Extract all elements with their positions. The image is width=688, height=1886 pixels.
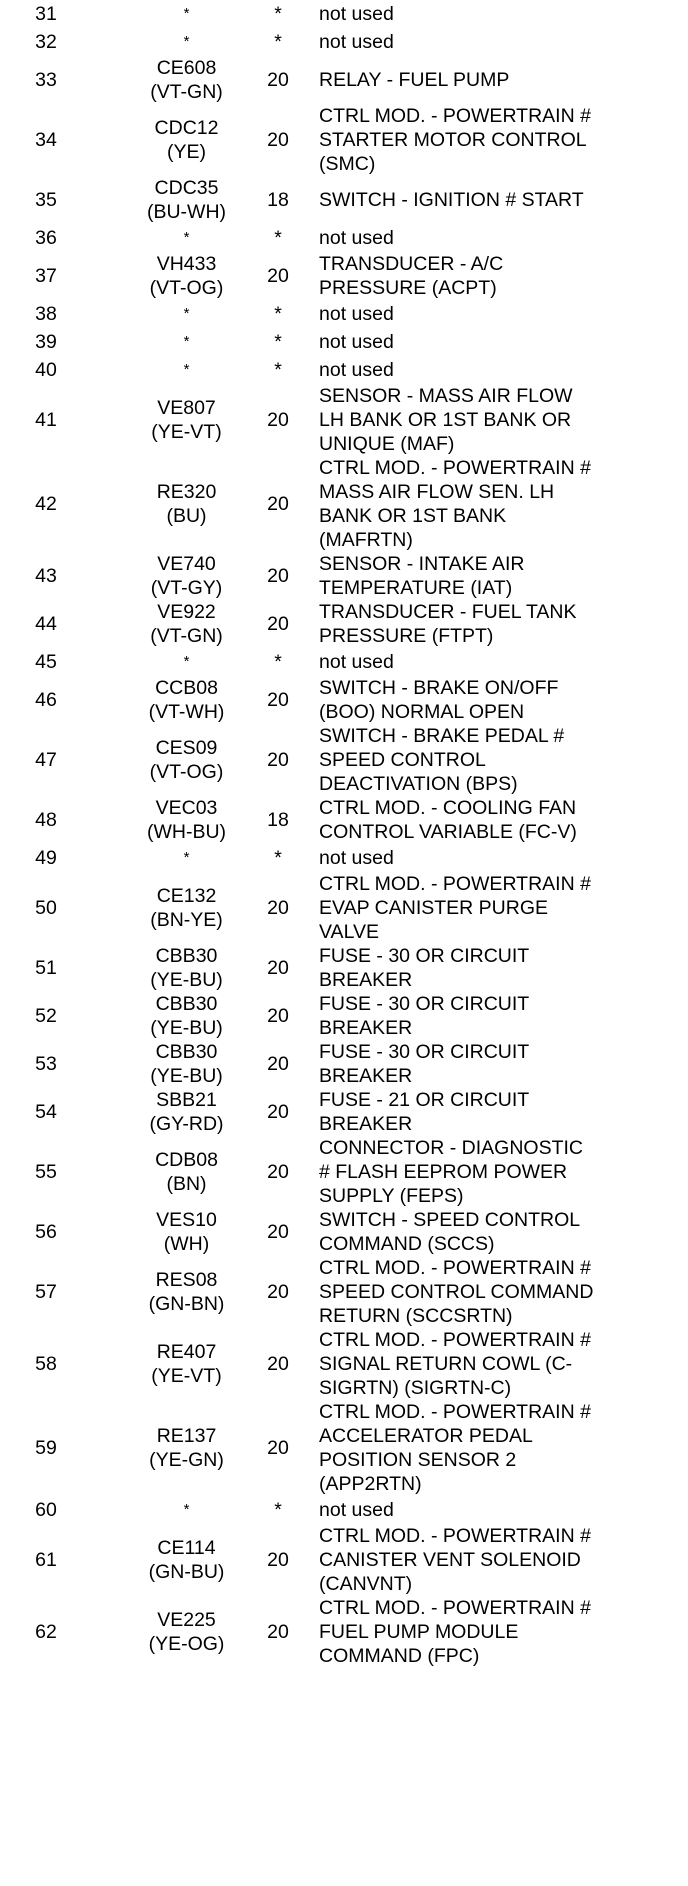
circuit-cell xyxy=(132,1524,241,1596)
pin-row xyxy=(0,1400,688,1496)
circuit-cell xyxy=(132,56,241,104)
description-line: CTRL MOD. - POWERTRAIN # xyxy=(319,1257,591,1279)
description-line: VALVE xyxy=(319,921,379,943)
pin-row xyxy=(0,1596,688,1668)
circuit-cell xyxy=(132,0,241,28)
circuit-cell xyxy=(132,944,241,992)
description-line: FUEL PUMP MODULE xyxy=(319,1621,519,1643)
description-line: CONTROL VARIABLE (FC-V) xyxy=(319,821,577,843)
circuit-cell xyxy=(132,1328,241,1400)
pin-number: 50 xyxy=(35,897,57,919)
circuit-description xyxy=(315,1496,688,1524)
circuit-id: CE132 xyxy=(156,885,217,907)
pin-number: 34 xyxy=(35,129,57,151)
pin-row xyxy=(0,600,688,648)
pin-row xyxy=(0,648,688,676)
wire-gauge: 20 xyxy=(267,493,289,515)
circuit-id: CBB30 xyxy=(155,1041,218,1063)
description-line: (SMC) xyxy=(319,153,376,175)
description-line: FUSE - 30 OR CIRCUIT xyxy=(319,945,530,967)
circuit-description xyxy=(315,0,688,28)
circuit-cell xyxy=(132,252,241,300)
wire-color: (GN-BN) xyxy=(148,1293,225,1315)
description-line: POSITION SENSOR 2 xyxy=(319,1449,517,1471)
circuit-description xyxy=(315,356,688,384)
description-line: # FLASH EEPROM POWER xyxy=(319,1161,568,1183)
wire-gauge: 20 xyxy=(267,1053,289,1075)
description-line: CTRL MOD. - POWERTRAIN # xyxy=(319,1329,591,1351)
wire-gauge: 20 xyxy=(267,957,289,979)
description-line: CTRL MOD. - POWERTRAIN # xyxy=(319,873,591,895)
wire-gauge: 20 xyxy=(267,409,289,431)
circuit-id: * xyxy=(183,5,190,22)
pin-row xyxy=(0,1256,688,1328)
circuit-cell xyxy=(132,456,241,552)
circuit-id: CES09 xyxy=(155,737,218,759)
wire-gauge: 20 xyxy=(267,689,289,711)
wire-gauge: 20 xyxy=(267,1101,289,1123)
pin-row xyxy=(0,384,688,456)
wire-color: (VT-GN) xyxy=(150,81,223,103)
circuit-id: VE807 xyxy=(157,397,216,419)
description-line: SWITCH - IGNITION # START xyxy=(319,189,584,211)
description-line: FUSE - 30 OR CIRCUIT xyxy=(319,993,530,1015)
description-line: STARTER MOTOR CONTROL xyxy=(319,129,587,151)
circuit-id: CDB08 xyxy=(155,1149,218,1171)
description-line: DEACTIVATION (BPS) xyxy=(319,773,518,795)
circuit-cell xyxy=(132,1256,241,1328)
description-line: CTRL MOD. - POWERTRAIN # xyxy=(319,1525,591,1547)
circuit-cell xyxy=(132,992,241,1040)
pin-row xyxy=(0,1208,688,1256)
description-line: BREAKER xyxy=(319,1017,413,1039)
pin-row xyxy=(0,104,688,176)
circuit-cell xyxy=(132,1040,241,1088)
wire-color: (VT-OG) xyxy=(149,761,224,783)
wire-color: (YE) xyxy=(167,141,206,163)
circuit-cell xyxy=(132,300,241,328)
circuit-id: CE114 xyxy=(157,1537,216,1559)
pin-number: 43 xyxy=(35,565,57,587)
pin-number: 52 xyxy=(35,1005,57,1027)
description-line: EVAP CANISTER PURGE xyxy=(319,897,549,919)
wire-gauge: 20 xyxy=(267,1353,289,1375)
description-line: UNIQUE (MAF) xyxy=(319,433,455,455)
description-line: TRANSDUCER - FUEL TANK xyxy=(319,601,577,623)
description-line: PRESSURE (ACPT) xyxy=(319,277,497,299)
circuit-description xyxy=(315,252,688,300)
circuit-cell xyxy=(132,328,241,356)
wire-color: (YE-VT) xyxy=(151,421,222,443)
circuit-description xyxy=(315,1328,688,1400)
circuit-cell xyxy=(132,224,241,252)
circuit-description xyxy=(315,224,688,252)
circuit-description xyxy=(315,648,688,676)
description-line: CTRL MOD. - POWERTRAIN # xyxy=(319,105,591,127)
description-line: TRANSDUCER - A/C xyxy=(319,253,504,275)
description-line: LH BANK OR 1ST BANK OR xyxy=(319,409,572,431)
circuit-description xyxy=(315,104,688,176)
circuit-id: * xyxy=(183,653,190,670)
wire-gauge: 20 xyxy=(267,749,289,771)
wire-gauge: 20 xyxy=(267,1005,289,1027)
wire-gauge: 20 xyxy=(267,129,289,151)
wire-gauge: * xyxy=(274,3,282,25)
circuit-cell xyxy=(132,552,241,600)
circuit-id: CCB08 xyxy=(155,677,218,699)
description-line: SPEED CONTROL COMMAND xyxy=(319,1281,594,1303)
circuit-id: RE320 xyxy=(156,481,217,503)
circuit-id: VE740 xyxy=(157,553,216,575)
wire-gauge: 20 xyxy=(267,1161,289,1183)
description-line: RELAY - FUEL PUMP xyxy=(319,69,510,91)
circuit-id: RES08 xyxy=(155,1269,218,1291)
circuit-id: * xyxy=(183,305,190,322)
pin-number: 42 xyxy=(35,493,57,515)
pin-row xyxy=(0,944,688,992)
pin-row xyxy=(0,176,688,224)
circuit-cell xyxy=(132,176,241,224)
circuit-description xyxy=(315,1256,688,1328)
pin-number: 31 xyxy=(35,3,57,25)
description-line: PRESSURE (FTPT) xyxy=(319,625,494,647)
circuit-id: * xyxy=(183,361,190,378)
wire-gauge: 20 xyxy=(267,897,289,919)
description-line: not used xyxy=(319,359,394,381)
pin-number: 59 xyxy=(35,1437,57,1459)
wire-color: (YE-BU) xyxy=(150,969,223,991)
circuit-id: VE225 xyxy=(157,1609,216,1631)
wire-color: (YE-VT) xyxy=(151,1365,222,1387)
circuit-description xyxy=(315,552,688,600)
wire-color: (YE-BU) xyxy=(150,1017,223,1039)
circuit-id: CDC12 xyxy=(154,117,219,139)
description-line: SENSOR - INTAKE AIR xyxy=(319,553,525,575)
wire-color: (BU-WH) xyxy=(146,201,227,223)
description-line: BREAKER xyxy=(319,969,413,991)
circuit-cell xyxy=(132,724,241,796)
wire-gauge: 20 xyxy=(267,565,289,587)
pin-row xyxy=(0,992,688,1040)
description-line: (BOO) NORMAL OPEN xyxy=(319,701,525,723)
circuit-id: * xyxy=(183,229,190,246)
description-line: SENSOR - MASS AIR FLOW xyxy=(319,385,573,407)
wire-gauge: 20 xyxy=(267,1621,289,1643)
description-line: COMMAND (SCCS) xyxy=(319,1233,495,1255)
circuit-cell xyxy=(132,796,241,844)
circuit-cell xyxy=(132,600,241,648)
circuit-description xyxy=(315,456,688,552)
circuit-cell xyxy=(132,1496,241,1524)
circuit-id: * xyxy=(183,33,190,50)
circuit-cell xyxy=(132,872,241,944)
pin-number: 57 xyxy=(35,1281,57,1303)
pin-row xyxy=(0,1328,688,1400)
pin-row xyxy=(0,552,688,600)
circuit-id: CDC35 xyxy=(154,177,219,199)
circuit-description xyxy=(315,300,688,328)
pin-number: 54 xyxy=(35,1101,57,1123)
pin-row xyxy=(0,1136,688,1208)
description-line: not used xyxy=(319,1499,394,1521)
wire-gauge: 20 xyxy=(267,1437,289,1459)
circuit-description xyxy=(315,796,688,844)
pin-number: 46 xyxy=(35,689,57,711)
description-line: SPEED CONTROL xyxy=(319,749,486,771)
wire-color: (GY-RD) xyxy=(149,1113,224,1135)
description-line: BREAKER xyxy=(319,1065,413,1087)
description-line: SIGRTN) (SIGRTN-C) xyxy=(319,1377,512,1399)
pin-row xyxy=(0,872,688,944)
pin-row xyxy=(0,224,688,252)
description-line: CTRL MOD. - COOLING FAN xyxy=(319,797,577,819)
wire-gauge: * xyxy=(274,1499,282,1521)
description-line: FUSE - 21 OR CIRCUIT xyxy=(319,1089,530,1111)
pin-number: 49 xyxy=(35,847,57,869)
wire-color: (VT-GY) xyxy=(150,577,223,599)
wire-gauge: 18 xyxy=(267,809,289,831)
circuit-id: CBB30 xyxy=(155,993,218,1015)
circuit-id: CE608 xyxy=(156,57,217,79)
wire-color: (YE-BU) xyxy=(150,1065,223,1087)
wire-gauge: 20 xyxy=(267,613,289,635)
circuit-description xyxy=(315,1136,688,1208)
description-line: TEMPERATURE (IAT) xyxy=(319,577,513,599)
description-line: BANK OR 1ST BANK xyxy=(319,505,507,527)
description-line: not used xyxy=(319,31,394,53)
circuit-id: CBB30 xyxy=(155,945,218,967)
pin-row xyxy=(0,1088,688,1136)
circuit-description xyxy=(315,28,688,56)
circuit-id: VES10 xyxy=(156,1209,217,1231)
wire-color: (WH-BU) xyxy=(146,821,227,843)
circuit-description xyxy=(315,676,688,724)
wire-gauge: * xyxy=(274,303,282,325)
pin-row xyxy=(0,796,688,844)
wire-gauge: * xyxy=(274,227,282,249)
wire-gauge: 20 xyxy=(267,69,289,91)
circuit-id: VEC03 xyxy=(155,797,218,819)
pin-number: 48 xyxy=(35,809,57,831)
circuit-cell xyxy=(132,1400,241,1496)
circuit-description xyxy=(315,724,688,796)
pin-number: 44 xyxy=(35,613,57,635)
description-line: SUPPLY (FEPS) xyxy=(319,1185,464,1207)
description-line: not used xyxy=(319,651,394,673)
description-line: SIGNAL RETURN COWL (C- xyxy=(319,1353,573,1375)
pin-number: 39 xyxy=(35,331,57,353)
circuit-id: RE137 xyxy=(156,1425,217,1447)
description-line: not used xyxy=(319,227,394,249)
circuit-description xyxy=(315,1208,688,1256)
circuit-description xyxy=(315,56,688,104)
pin-number: 47 xyxy=(35,749,57,771)
wire-gauge: 20 xyxy=(267,265,289,287)
circuit-id: VH433 xyxy=(156,253,217,275)
pin-number: 38 xyxy=(35,303,57,325)
circuit-cell xyxy=(132,104,241,176)
circuit-cell xyxy=(132,1088,241,1136)
pin-number: 61 xyxy=(35,1549,57,1571)
wire-color: (YE-GN) xyxy=(149,1449,224,1471)
wire-color: (GN-BU) xyxy=(148,1561,225,1583)
pin-row xyxy=(0,56,688,104)
wire-color: (BN) xyxy=(166,1173,207,1195)
pin-number: 37 xyxy=(35,265,57,287)
circuit-description xyxy=(315,1524,688,1596)
wire-gauge: * xyxy=(274,847,282,869)
wire-color: (VT-GN) xyxy=(150,625,223,647)
circuit-id: * xyxy=(183,849,190,866)
circuit-cell xyxy=(132,1596,241,1668)
circuit-cell xyxy=(132,648,241,676)
description-line: CTRL MOD. - POWERTRAIN # xyxy=(319,1597,591,1619)
circuit-description xyxy=(315,872,688,944)
wire-color: (WH) xyxy=(163,1233,210,1255)
circuit-description xyxy=(315,328,688,356)
description-line: not used xyxy=(319,331,394,353)
pin-number: 32 xyxy=(35,31,57,53)
pin-number: 53 xyxy=(35,1053,57,1075)
circuit-cell xyxy=(132,1208,241,1256)
circuit-cell xyxy=(132,28,241,56)
pin-row xyxy=(0,28,688,56)
circuit-id: SBB21 xyxy=(156,1089,217,1111)
description-line: CONNECTOR - DIAGNOSTIC xyxy=(319,1137,583,1159)
description-line: CANISTER VENT SOLENOID xyxy=(319,1549,581,1571)
wire-gauge: 20 xyxy=(267,1281,289,1303)
circuit-id: * xyxy=(183,1501,190,1518)
circuit-id: * xyxy=(183,333,190,350)
wire-color: (YE-OG) xyxy=(148,1633,225,1655)
wire-gauge: * xyxy=(274,651,282,673)
circuit-cell xyxy=(132,356,241,384)
description-line: (APP2RTN) xyxy=(319,1473,422,1495)
pin-number: 45 xyxy=(35,651,57,673)
circuit-description xyxy=(315,384,688,456)
wire-gauge: 20 xyxy=(267,1221,289,1243)
circuit-cell xyxy=(132,384,241,456)
pin-row xyxy=(0,456,688,552)
description-line: SWITCH - SPEED CONTROL xyxy=(319,1209,581,1231)
description-line: FUSE - 30 OR CIRCUIT xyxy=(319,1041,530,1063)
circuit-description xyxy=(315,1596,688,1668)
pin-number: 62 xyxy=(35,1621,57,1643)
description-line: SWITCH - BRAKE PEDAL # xyxy=(319,725,565,747)
pin-row xyxy=(0,1496,688,1524)
pin-number: 56 xyxy=(35,1221,57,1243)
circuit-id: VE922 xyxy=(157,601,216,623)
circuit-cell xyxy=(132,1136,241,1208)
pin-row xyxy=(0,356,688,384)
circuit-description xyxy=(315,1088,688,1136)
pin-row xyxy=(0,328,688,356)
pin-row xyxy=(0,676,688,724)
description-line: not used xyxy=(319,847,394,869)
description-line: CTRL MOD. - POWERTRAIN # xyxy=(319,1401,591,1423)
wire-color: (BU) xyxy=(166,505,207,527)
wire-gauge: * xyxy=(274,331,282,353)
pin-number: 35 xyxy=(35,189,57,211)
pin-row xyxy=(0,724,688,796)
pin-number: 33 xyxy=(35,69,57,91)
circuit-description xyxy=(315,1400,688,1496)
pin-number: 55 xyxy=(35,1161,57,1183)
description-line: RETURN (SCCSRTN) xyxy=(319,1305,513,1327)
pin-number: 40 xyxy=(35,359,57,381)
circuit-description xyxy=(315,844,688,872)
description-line: ACCELERATOR PEDAL xyxy=(319,1425,533,1447)
pin-number: 36 xyxy=(35,227,57,249)
wire-gauge: * xyxy=(274,359,282,381)
pin-row xyxy=(0,1524,688,1596)
description-line: MASS AIR FLOW SEN. LH xyxy=(319,481,555,503)
description-line: not used xyxy=(319,3,394,25)
wire-color: (VT-WH) xyxy=(148,701,225,723)
description-line: not used xyxy=(319,303,394,325)
circuit-description xyxy=(315,992,688,1040)
description-line: BREAKER xyxy=(319,1113,413,1135)
pin-row xyxy=(0,0,688,28)
wire-gauge: * xyxy=(274,31,282,53)
pin-row xyxy=(0,252,688,300)
wire-gauge: 20 xyxy=(267,1549,289,1571)
wire-gauge: 18 xyxy=(267,189,289,211)
pin-number: 60 xyxy=(35,1499,57,1521)
circuit-description xyxy=(315,600,688,648)
pin-number: 58 xyxy=(35,1353,57,1375)
circuit-cell xyxy=(132,676,241,724)
description-line: SWITCH - BRAKE ON/OFF xyxy=(319,677,559,699)
circuit-id: RE407 xyxy=(156,1341,217,1363)
pin-row xyxy=(0,844,688,872)
description-line: (MAFRTN) xyxy=(319,529,413,551)
pin-number: 51 xyxy=(35,957,57,979)
wire-color: (VT-OG) xyxy=(149,277,224,299)
wire-color: (BN-YE) xyxy=(150,909,223,931)
circuit-description xyxy=(315,176,688,224)
description-line: CTRL MOD. - POWERTRAIN # xyxy=(319,457,591,479)
pin-row xyxy=(0,300,688,328)
circuit-description xyxy=(315,1040,688,1088)
circuit-description xyxy=(315,944,688,992)
description-line: (CANVNT) xyxy=(319,1573,413,1595)
pin-row xyxy=(0,1040,688,1088)
pin-number: 41 xyxy=(35,409,57,431)
description-line: COMMAND (FPC) xyxy=(319,1645,480,1667)
circuit-cell xyxy=(132,844,241,872)
